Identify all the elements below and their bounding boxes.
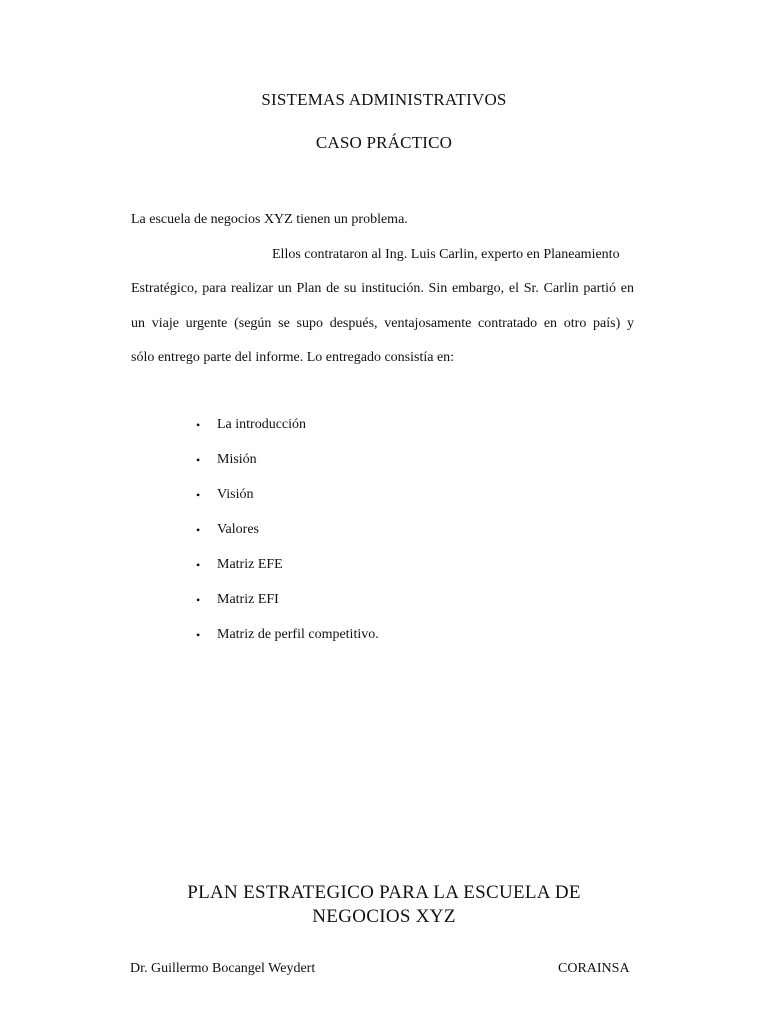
plan-title-line-2: NEGOCIOS XYZ xyxy=(312,906,456,927)
paragraph-line-3: Estratégico, para realizar un Plan de su institución. Sin embargo, el Sr. Carlin partió en xyxy=(131,281,634,296)
bullet-icon: • xyxy=(196,488,201,502)
list-item-label: Matriz EFE xyxy=(217,557,283,572)
paragraph-line-2: Ellos contrataron al Ing. Luis Carlin, experto en Planeamiento xyxy=(272,247,620,262)
list-item-label: La introducción xyxy=(217,417,307,432)
list-item xyxy=(196,416,379,451)
list-item xyxy=(196,591,379,626)
paragraph-line-1: La escuela de negocios XYZ tienen un problema. xyxy=(131,212,408,227)
plan-title-line-1: PLAN ESTRATEGICO PARA LA ESCUELA DE xyxy=(187,882,581,903)
list-item xyxy=(196,556,379,591)
bullet-icon: • xyxy=(196,418,201,432)
bullet-icon: • xyxy=(196,453,201,467)
list-item xyxy=(196,521,379,556)
footer-author: Dr. Guillermo Bocangel Weydert xyxy=(130,961,316,976)
plan-title xyxy=(0,881,768,929)
list-item xyxy=(196,486,379,521)
list-item-label: Misión xyxy=(217,452,257,467)
bullet-icon: • xyxy=(196,628,201,642)
paragraph-line-5: sólo entrego parte del informe. Lo entregado consistía en: xyxy=(131,350,455,365)
list-item-label: Matriz de perfil competitivo. xyxy=(217,627,379,642)
bullet-icon: • xyxy=(196,558,201,572)
bullet-icon: • xyxy=(196,523,201,537)
list-item-label: Visión xyxy=(217,487,254,502)
paragraph-line-4: un viaje urgente (según se supo después, ventajosamente contratado en otro país) y xyxy=(131,316,634,331)
footer-company: CORAINSA xyxy=(558,961,630,976)
document-title: SISTEMAS ADMINISTRATIVOS xyxy=(261,90,507,109)
list-item-label: Matriz EFI xyxy=(217,592,279,607)
list-item xyxy=(196,626,379,661)
list-item xyxy=(196,451,379,486)
document-subtitle: CASO PRÁCTICO xyxy=(315,133,453,152)
bullet-icon: • xyxy=(196,593,201,607)
deliverables-list xyxy=(196,416,379,661)
list-item-label: Valores xyxy=(217,522,259,537)
